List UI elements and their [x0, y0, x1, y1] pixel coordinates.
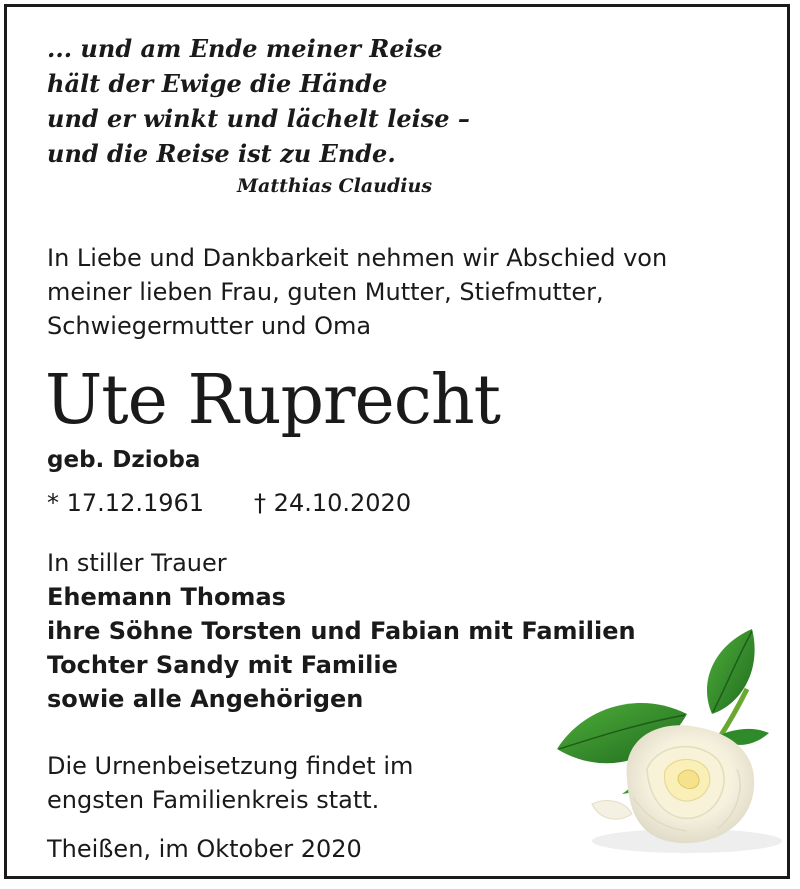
- intro-line: In Liebe und Dankbarkeit nehmen wir Abschied von: [47, 244, 668, 272]
- poem-author: Matthias Claudius: [237, 175, 433, 197]
- obituary-notice: [4, 4, 790, 879]
- mourner-line: sowie alle Angehörigen: [47, 685, 364, 713]
- poem-line: und die Reise ist zu Ende.: [47, 139, 396, 168]
- deceased-name: Ute Ruprecht: [45, 361, 500, 440]
- poem-line: ... und am Ende meiner Reise: [47, 34, 443, 63]
- poem-line: hält der Ewige die Hände: [47, 69, 388, 98]
- maiden-name: geb. Dzioba: [47, 447, 201, 473]
- intro-text: [47, 241, 667, 343]
- mourners-heading: In stiller Trauer: [47, 549, 227, 577]
- mourner-line: Ehemann Thomas: [47, 583, 286, 611]
- death-date: † 24.10.2020: [254, 489, 412, 517]
- white-rose-icon: [537, 619, 787, 859]
- mourner-line: Tochter Sandy mit Familie: [47, 651, 398, 679]
- intro-line: meiner lieben Frau, guten Mutter, Stiefmutter,: [47, 278, 604, 306]
- poem-line: und er winkt und lächelt leise –: [47, 104, 470, 133]
- place-and-date: Theißen, im Oktober 2020: [47, 835, 362, 863]
- poem: [47, 31, 470, 171]
- birth-date: * 17.12.1961: [47, 489, 205, 517]
- life-dates: [47, 489, 411, 517]
- burial-notice: [47, 749, 413, 817]
- intro-line: Schwiegermutter und Oma: [47, 312, 372, 340]
- burial-line: Die Urnenbeisetzung findet im: [47, 752, 414, 780]
- burial-line: engsten Familienkreis statt.: [47, 786, 380, 814]
- mourner-line: ihre Söhne Torsten und Fabian mit Familien: [47, 617, 636, 645]
